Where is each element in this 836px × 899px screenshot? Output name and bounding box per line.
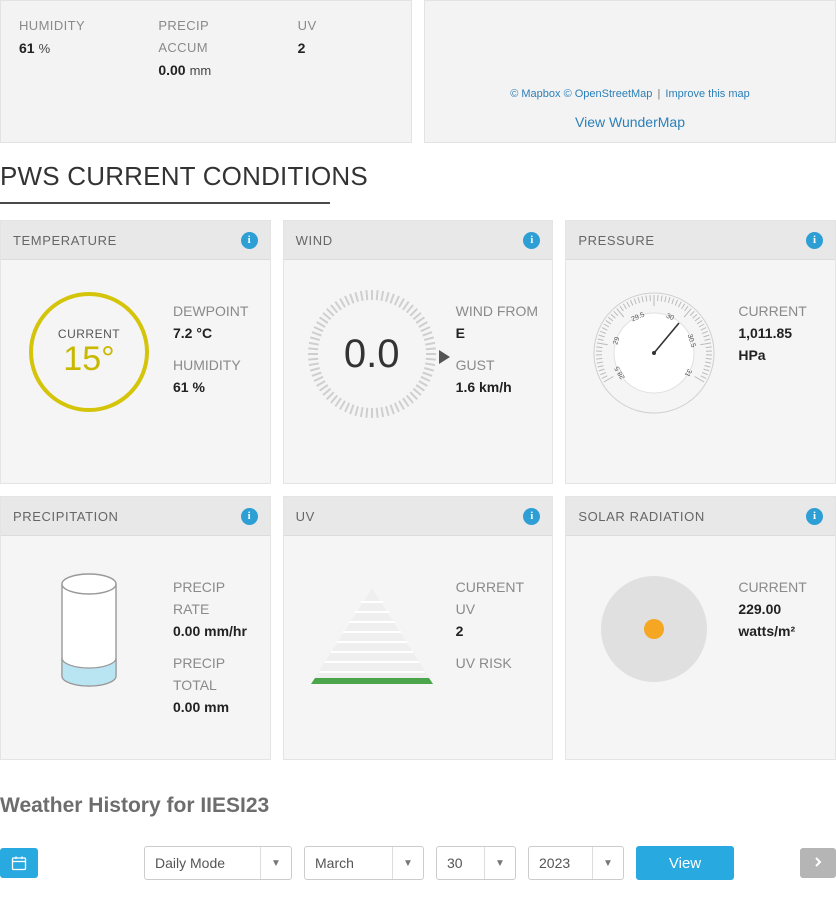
- card-pressure: [565, 220, 836, 484]
- title-underline: [0, 202, 330, 204]
- card-solar-body: [566, 536, 835, 682]
- card-precipitation-header: [1, 497, 270, 536]
- precip-total-label: PRECIP TOTAL: [173, 655, 225, 693]
- info-icon[interactable]: i: [806, 508, 823, 525]
- top-summary-strip: [0, 0, 836, 143]
- solar-gauge: [580, 558, 728, 682]
- view-history-button[interactable]: View: [636, 846, 734, 880]
- wind-direction-pointer-icon: [439, 350, 450, 364]
- history-mode-value: Daily Mode: [155, 855, 226, 871]
- svg-text:29.5: 29.5: [630, 311, 647, 324]
- precip-total-value: 0.00 mm: [173, 699, 230, 715]
- summary-uv: [298, 15, 393, 128]
- mapbox-attribution-link[interactable]: © Mapbox: [510, 88, 561, 100]
- info-icon[interactable]: i: [241, 232, 258, 249]
- history-year-select[interactable]: [528, 846, 624, 880]
- card-uv: [283, 496, 554, 760]
- card-solar-radiation: [565, 496, 836, 760]
- chevron-right-icon: [813, 856, 823, 868]
- card-wind: [283, 220, 554, 484]
- card-temperature-header: [1, 221, 270, 260]
- humidity-value: 61 %: [173, 379, 205, 395]
- wind-dial: [306, 288, 438, 420]
- gust-value: 1.6 km/h: [455, 379, 512, 395]
- info-icon[interactable]: i: [523, 508, 540, 525]
- history-controls: [0, 846, 836, 884]
- precip-rate-value: 0.00 mm/hr: [173, 623, 247, 639]
- uv-risk-label: UV RISK: [455, 655, 512, 671]
- summary-humidity-label: HUMIDITY: [19, 18, 86, 33]
- chevron-down-icon[interactable]: ▼: [392, 847, 423, 879]
- card-precipitation: [0, 496, 271, 760]
- wind-from-value: E: [455, 325, 465, 341]
- pressure-current-value: 1,011.85 HPa: [738, 325, 793, 363]
- wind-from-label: WIND FROM: [455, 303, 539, 319]
- conditions-grid: [0, 220, 836, 760]
- page-title: PWS CURRENT CONDITIONS: [0, 161, 368, 191]
- calendar-icon: [11, 855, 27, 871]
- temperature-dial-caption: CURRENT: [57, 327, 121, 341]
- map-attribution: [425, 88, 835, 100]
- rain-gauge: [54, 572, 124, 692]
- svg-text:28.5: 28.5: [614, 364, 628, 381]
- card-precipitation-title: PRECIPITATION: [13, 508, 119, 524]
- card-uv-title: UV: [295, 508, 315, 524]
- summary-uv-number: 2: [297, 40, 306, 56]
- card-temperature-title: TEMPERATURE: [13, 232, 117, 248]
- chevron-down-icon[interactable]: ▼: [260, 847, 291, 879]
- summary-humidity-number: 61: [19, 40, 35, 56]
- card-uv-header: [284, 497, 553, 536]
- solar-current-value: 229.00 watts/m²: [738, 601, 796, 639]
- pressure-dial: [591, 290, 717, 416]
- chevron-down-icon[interactable]: ▼: [592, 847, 623, 879]
- uv-gauge: [298, 558, 446, 699]
- card-precipitation-body: [1, 536, 270, 728]
- calendar-button[interactable]: [0, 848, 38, 878]
- map-panel[interactable]: [424, 0, 836, 143]
- svg-text:30.5: 30.5: [685, 333, 697, 349]
- card-uv-body: [284, 536, 553, 699]
- temperature-gauge: [15, 282, 163, 412]
- view-wundermap-link[interactable]: View WunderMap: [575, 114, 685, 130]
- info-icon[interactable]: i: [523, 232, 540, 249]
- solar-current-label: CURRENT: [738, 579, 807, 595]
- svg-text:31: 31: [683, 367, 694, 378]
- card-solar-title: SOLAR RADIATION: [578, 508, 705, 524]
- rain-cylinder-icon: [54, 572, 124, 692]
- uv-index-triangle-icon: [307, 584, 437, 694]
- history-day-value: 30: [447, 855, 463, 871]
- history-year-value: 2023: [539, 855, 571, 871]
- summary-humidity-value: [19, 37, 114, 60]
- wind-gauge: [298, 282, 446, 420]
- wind-speed-value: 0.0: [343, 331, 400, 376]
- precipitation-stats: [173, 558, 256, 728]
- improve-map-link[interactable]: Improve this map: [665, 88, 750, 100]
- pressure-stats: [738, 282, 821, 416]
- history-month-select[interactable]: [304, 846, 424, 880]
- wind-stats: [456, 282, 539, 420]
- uv-current-value: 2: [455, 623, 464, 639]
- history-day-select[interactable]: [436, 846, 516, 880]
- barometer-icon: [591, 290, 717, 416]
- history-mode-select[interactable]: [144, 846, 292, 880]
- pressure-current-label: CURRENT: [738, 303, 807, 319]
- card-pressure-body: [566, 260, 835, 416]
- current-summary-panel: [0, 0, 412, 143]
- summary-precip-accum-number: 0.00: [158, 62, 186, 78]
- svg-text:29: 29: [612, 336, 622, 346]
- uv-triangle: [307, 584, 437, 699]
- summary-precip-accum-value: [158, 59, 253, 82]
- osm-attribution-link[interactable]: © OpenStreetMap: [563, 88, 653, 100]
- card-wind-title: WIND: [295, 232, 333, 248]
- sun-icon: [644, 619, 664, 639]
- solar-sky-circle: [601, 576, 707, 682]
- card-solar-header: [566, 497, 835, 536]
- precipitation-gauge: [15, 558, 163, 728]
- card-pressure-header: [566, 221, 835, 260]
- uv-current-label: CURRENT UV: [455, 579, 524, 617]
- temperature-dial: [29, 292, 149, 412]
- precip-rate-label: PRECIP RATE: [173, 579, 225, 617]
- summary-precip-accum-label: PRECIP ACCUM: [158, 18, 209, 55]
- card-pressure-title: PRESSURE: [578, 232, 655, 248]
- info-icon[interactable]: i: [806, 232, 823, 249]
- svg-text:30: 30: [665, 312, 676, 323]
- next-day-button[interactable]: [800, 848, 836, 878]
- card-wind-body: [284, 260, 553, 420]
- solar-stats: [738, 558, 821, 682]
- chevron-down-icon[interactable]: ▼: [484, 847, 515, 879]
- card-temperature-body: [1, 260, 270, 412]
- summary-humidity-unit: %: [38, 41, 51, 56]
- pressure-gauge: [580, 282, 728, 416]
- temperature-stats: [173, 282, 256, 412]
- humidity-label: HUMIDITY: [173, 357, 241, 373]
- card-wind-header: [284, 221, 553, 260]
- summary-humidity: [19, 15, 114, 128]
- summary-precip-accum: [158, 15, 253, 128]
- summary-precip-accum-unit: mm: [189, 63, 212, 78]
- uv-stats: [456, 558, 539, 699]
- history-month-value: March: [315, 855, 354, 871]
- gust-label: GUST: [455, 357, 495, 373]
- dewpoint-value: 7.2 °C: [173, 325, 213, 341]
- temperature-dial-value: 15°: [63, 340, 115, 378]
- attribution-separator: |: [657, 88, 661, 100]
- weather-history-title: Weather History for IIESI23: [0, 794, 270, 817]
- info-icon[interactable]: i: [241, 508, 258, 525]
- summary-uv-label: UV: [297, 18, 317, 33]
- dewpoint-label: DEWPOINT: [173, 303, 249, 319]
- summary-uv-value: [298, 37, 393, 59]
- card-temperature: [0, 220, 271, 484]
